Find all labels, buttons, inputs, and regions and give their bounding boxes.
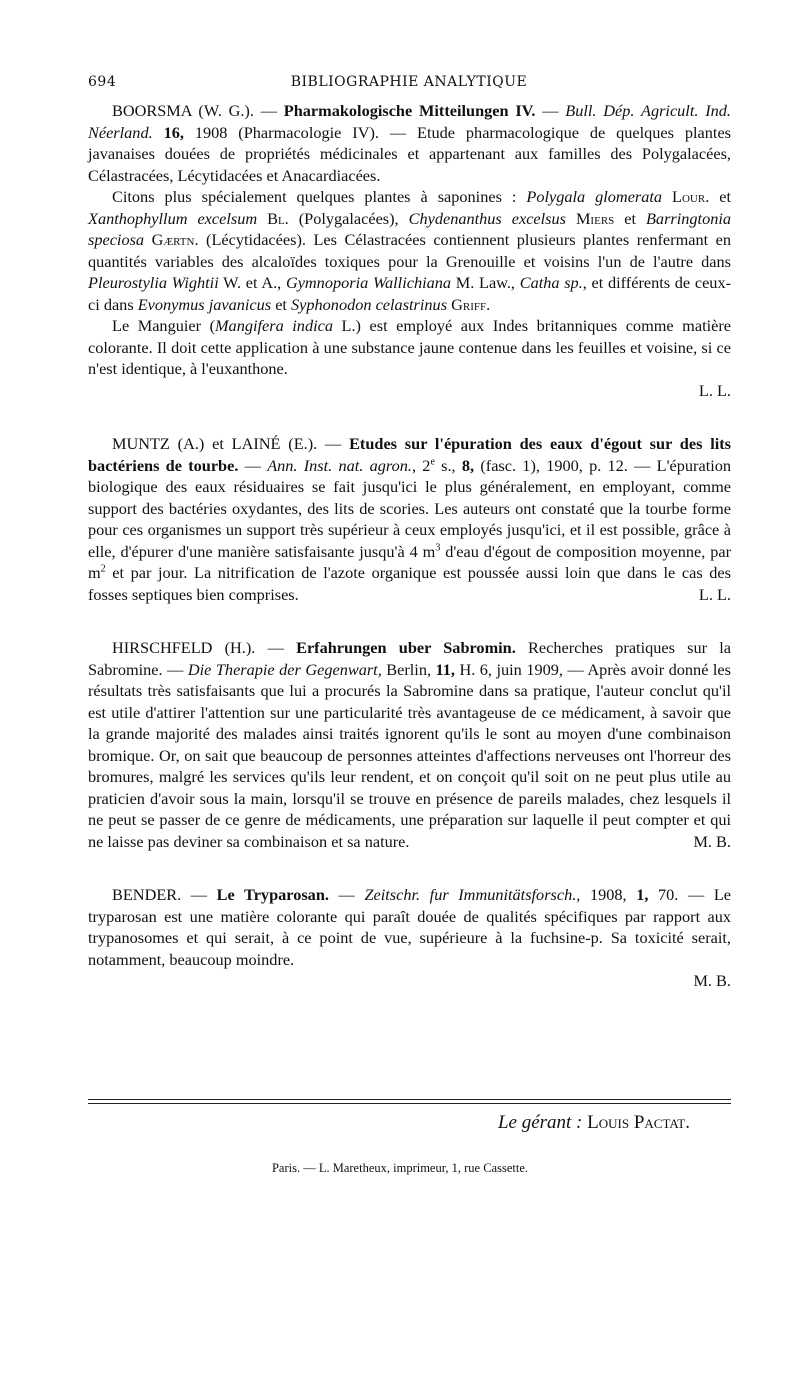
entry-text: et [614,208,646,228]
entry-volume: 16, [152,122,184,142]
species-authority: Gærtn. [144,230,199,249]
entry-title: Etudes sur l'épuration des eaux d'égout sur des lits bactériens de tourbe. [88,434,732,475]
entry-text: Le Manguier ( [112,316,215,335]
entry-text: Citons plus spécialement quelques plantes à saponines : [112,187,527,206]
entry-paragraph [88,884,731,970]
entry-text: 1908 (Pharmacologie IV). — Etude pharmacologique de quelques plantes javanaises douées de propriétés médicinales et appartenant aux familles des Polygalacées, Célastracées, Lécytidacées et Anacardiacées. [88,122,732,185]
entry-volume: 8, [461,455,475,475]
species-name: Xanthophyllum excelsum [88,208,258,228]
page-number: 694 [88,74,117,90]
species-name: Pleurostylia Wightii [88,273,219,292]
entry-text: , et différents de ceux-ci dans [88,273,732,314]
entry-text: (Lécytidacées). Les Célastracées contiennent plusieurs plantes renfermant en quantités variables des alcaloïdes toxiques pour la Grenouille et voisins l'un de l'autre dans [88,230,731,271]
entry-journal: Bull. Dép. Agricult. Ind. Néerland. [88,101,731,142]
entry-volume: 1, [636,885,649,904]
entry-paragraph [88,100,731,186]
entry-title: Le Tryparosan. [216,885,329,904]
entry-hirschfeld [88,637,731,852]
species-name: Syphonodon celastrinus [291,294,448,314]
entry-journal: Zeitschr. fur Immunitätsforsch., [364,885,581,904]
entry-author: BENDER. — [112,885,217,904]
printer-imprint: Paris. — L. Maretheux, imprimeur, 1, rue Cassette. [271,1161,529,1175]
entry-text: 1908, [580,885,637,904]
page-header [88,74,730,98]
entry-text: H. 6, juin 1909, — Après avoir donné les résultats très satisfaisants que lui a procurés la Sabromine dans sa pratique, l'auteur conclut qu'il est utile d'attirer l'attention sur une particularité très avantageuse de ce médicament, à savoir que la grande majorité des malades ainsi traités ignorent qu'ils le sont au moyen d'une combinaison bromique. Or, on sait que beaucoup de personnes atteintes d'affections nerveuses ont l'horreur des bromures, malgré les services qu'ils leur rendent, et on conçoit qu'il soit on ne peut plus utile au praticien d'avoir sous la main, lorsqu'il se trouve en présence de pareils malades, chez lesquels il ne peut se passer de ce genre de médicaments, une préparation sur laquelle il peut compter et qui ne laisse pas deviner sa combinaison et sa nature. [88,659,731,851]
entry-signature: M. B. [693,831,731,851]
entry-text: W. et A., [218,273,286,292]
species-name: Polygala glomerata [526,187,663,206]
entry-author: HIRSCHFELD (H.). — [112,638,297,657]
entry-text: d'eau d'égout de composition moyenne, par m [88,541,731,582]
entry-text: s., [434,455,462,475]
entry-title: Erfahrungen uber Sabromin. [296,638,516,657]
entry-journal: Ann. Inst. nat. agron. [267,455,412,475]
entry-bender [88,884,731,992]
entry-paragraph [88,433,731,605]
superscript: e [430,456,435,468]
separator: — [535,101,566,120]
separator: — [238,455,268,475]
superscript: 3 [435,542,441,554]
species-authority: Bl. [257,208,289,228]
entry-boorsma [88,100,731,401]
superscript: 2 [100,563,106,575]
entry-journal: Die Therapie der Gegenwart, [187,659,382,679]
entry-text: 70. — Le tryparosan est une matière colorante qui paraît douée de qualités spécifiques par rapport aux trypanosomes et qui serait, à ce point de vue, supérieure à la fuchsine-p. Sa toxicité serait, notamment, beaucoup moindre. [88,885,732,969]
species-authority: Miers [565,208,615,228]
entry-paragraph [88,186,731,315]
entry-paragraph [88,637,731,852]
entry-text: et [271,294,292,314]
footer-rule [88,1103,731,1104]
running-title: BIBLIOGRAPHIE ANALYTIQUE [290,74,528,90]
entry-signature: L. L. [698,584,731,604]
entry-text: M. Law., [451,273,520,292]
entry-text: et [709,187,732,206]
entry-author: MUNTZ (A.) et LAINÉ (E.). — [112,434,350,453]
species-name: Evonymus javanicus [137,294,272,314]
species-authority: Lour. [662,187,710,206]
entry-text: (Polygalacées), [288,208,409,228]
entry-title: Pharmakologische Mitteilungen IV. [283,101,536,120]
entry-text: Berlin, [381,659,436,679]
entry-paragraph [88,315,731,380]
separator: — [328,885,365,904]
entry-text: (fasc. 1), 1900, p. 12. — L'épuration biologique des eaux résiduaires se fait jusqu'ici le plus généralement, en employant, comme support des bactéries oxydantes, des lits de scories. Les auteurs ont constaté que la tourbe forme pour ces organismes un support très supérieur à ceux employés jusqu'ici, et il est possible, grâce à elle, d'épurer d'une manière satisfaisante jusqu'à 4 m [88,455,732,561]
gerant-name: Louis Pactat. [587,1112,690,1133]
entry-author: BOORSMA (W. G.). — [112,101,284,120]
entry-signature: L. L. [698,380,731,400]
footer-rule [88,1099,731,1100]
entry-text: L.) est employé aux Indes britanniques comme matière colorante. Il doit cette application à une substance jaune contenue dans les feuilles et voisine, si ce n'est identique, à l'euxanthone. [88,316,731,378]
species-authority: Griff. [447,294,491,314]
entry-text: et par jour. La nitrification de l'azote organique est poussée aussi loin que dans le cas des fosses septiques bien comprises. [88,563,731,604]
species-name: Chydenanthus excelsus [408,208,566,228]
species-name: Barringtonia speciosa [88,208,732,249]
bibliography-content [88,100,731,1000]
species-name: Mangifera indica [215,316,333,335]
entry-signature: M. B. [693,971,731,990]
gerant-line [400,1112,690,1134]
species-name: Gymnoporia Wallichiana [285,273,452,292]
entry-text: , 2 [411,455,431,475]
entry-muntz [88,433,731,605]
gerant-label: Le gérant : [497,1112,588,1133]
entry-volume: 11, [435,659,455,679]
entry-text: Recherches pratiques sur la Sabromine. — [88,638,732,679]
species-name: Catha sp. [519,273,583,292]
